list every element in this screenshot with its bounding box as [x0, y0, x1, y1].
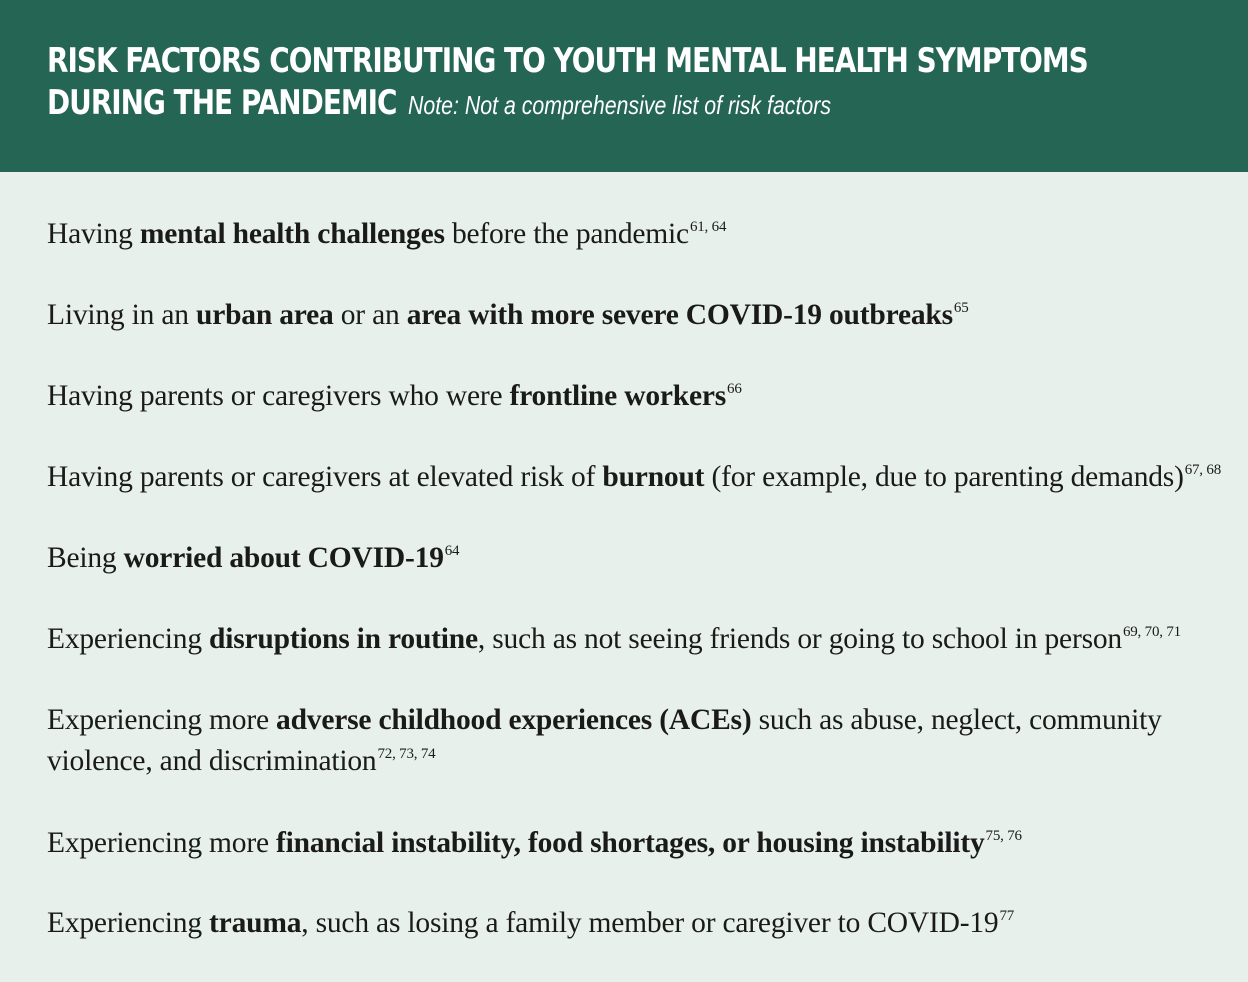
citation-refs: 64	[444, 543, 460, 559]
item-text: or an	[333, 299, 407, 331]
item-emphasis: urban area	[195, 299, 334, 331]
item-emphasis: disruptions in routine	[209, 623, 478, 655]
risk-factor-item	[47, 295, 969, 341]
item-emphasis: worried about COVID-19	[123, 542, 444, 574]
item-text: Having parents or caregivers who were	[47, 380, 510, 412]
risk-factor-item	[47, 214, 726, 260]
risk-factor-item	[47, 457, 1221, 503]
title-text-1: RISK FACTORS CONTRIBUTING TO YOUTH MENTAL HEALTH SYMPTOMS	[47, 41, 1088, 81]
item-emphasis: burnout	[602, 461, 705, 493]
title-text-2: DURING THE PANDEMIC	[47, 83, 397, 123]
item-text: Living in an	[47, 299, 196, 331]
item-line-2	[47, 741, 1162, 787]
citation-refs: 65	[953, 300, 969, 316]
item-text: violence, and discrimination	[47, 745, 377, 777]
item-text: Being	[47, 542, 124, 574]
risk-factor-item	[47, 903, 1014, 949]
item-line-1	[47, 700, 1162, 741]
item-text: , such as losing a family member or caregiver to COVID-19	[301, 907, 999, 939]
item-emphasis: adverse childhood experiences (ACEs)	[276, 704, 752, 736]
item-emphasis: mental health challenges	[139, 218, 445, 250]
header-banner	[0, 0, 1248, 172]
citation-refs: 67, 68	[1184, 462, 1222, 478]
header-note: Note: Not a comprehensive list of risk factors	[407, 90, 832, 120]
title-line-2	[47, 82, 1032, 126]
title-line-1	[47, 40, 1088, 82]
item-text: Experiencing more	[47, 827, 277, 859]
item-emphasis: financial instability, food shortages, or housing instability	[276, 827, 985, 859]
citation-refs: 72, 73, 74	[377, 746, 436, 762]
item-text: Experiencing more	[47, 704, 277, 736]
item-text: before the pandemic	[444, 218, 689, 250]
citation-refs: 75, 76	[985, 828, 1022, 844]
item-text: Having	[47, 218, 140, 250]
item-text: such as abuse, neglect, community	[751, 704, 1162, 736]
risk-factor-item	[47, 823, 1022, 869]
item-emphasis: area with more severe COVID-19 outbreaks	[406, 299, 953, 331]
citation-refs: 69, 70, 71	[1122, 624, 1181, 640]
risk-factor-item	[47, 376, 742, 422]
risk-factor-item	[47, 538, 459, 584]
citation-refs: 61, 64	[689, 219, 727, 235]
item-text: Experiencing	[47, 907, 210, 939]
item-text: Experiencing	[47, 623, 210, 655]
risk-factor-item	[47, 619, 1181, 665]
citation-refs: 77	[999, 908, 1015, 924]
item-text: , such as not seeing friends or going to school in person	[477, 623, 1122, 655]
item-text: (for example, due to parenting demands)	[704, 461, 1184, 493]
item-emphasis: trauma	[209, 907, 302, 939]
citation-refs: 66	[727, 381, 742, 397]
item-text: Having parents or caregivers at elevated risk of	[47, 461, 603, 493]
item-emphasis: frontline workers	[509, 380, 727, 412]
risk-factor-item	[47, 700, 1162, 787]
